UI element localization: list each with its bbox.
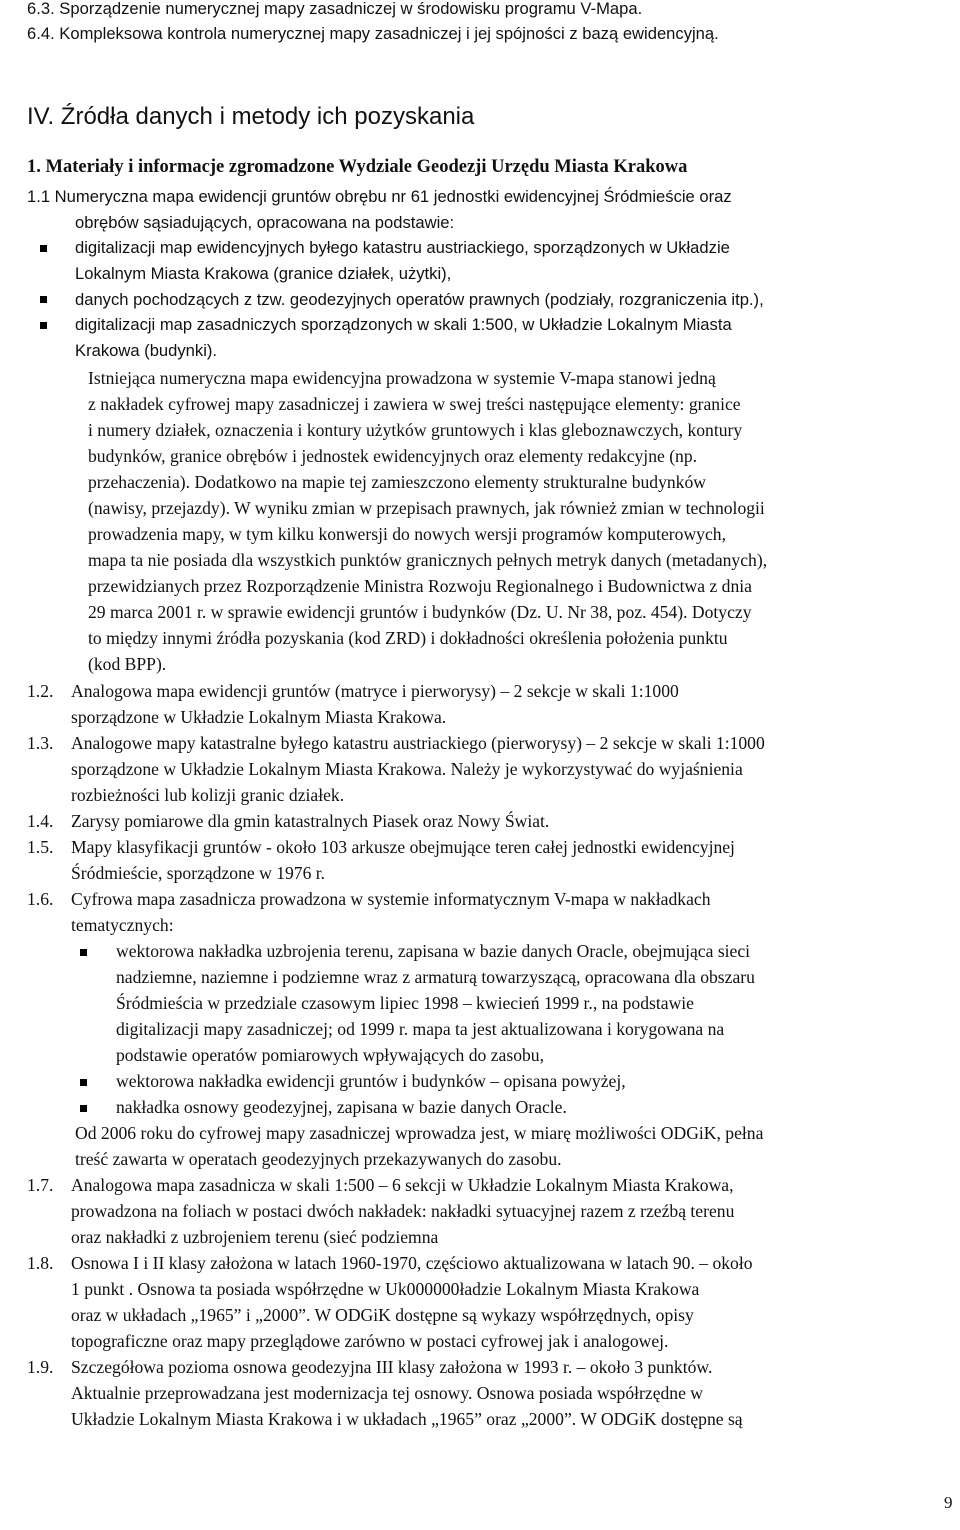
paragraph-line: 1.1 Numeryczna mapa ewidencji gruntów obrębu nr 61 jednostki ewidencyjnej Śródmieście oraz — [27, 187, 732, 206]
page-number: 9 — [944, 1493, 953, 1512]
list-item: digitalizacji mapy zasadniczej; od 1999 r. mapa ta jest aktualizowana i korygowana na — [116, 1019, 725, 1039]
list-item: wektorowa nakładka uzbrojenia terenu, zapisana w bazie danych Oracle, obejmująca sieci — [116, 941, 751, 961]
paragraph-line: topograficzne oraz mapy przeglądowe zarówno w postaci cyfrowej jak i analogowej. — [71, 1331, 669, 1351]
paragraph-line: 1 punkt . Osnowa ta posiada współrzędne w Uk000000ładzie Lokalnym Miasta Krakowa — [71, 1279, 700, 1299]
list-item: digitalizacji map zasadniczych sporządzonych w skali 1:500, w Układzie Lokalnym Miasta — [75, 315, 732, 334]
list-item: danych pochodzących z tzw. geodezyjnych operatów prawnych (podziały, rozgraniczenia itp.), — [75, 290, 764, 309]
list-item: Krakowa (budynki). — [75, 341, 218, 360]
paragraph-line: Od 2006 roku do cyfrowej mapy zasadniczej wprowadza jest, w miarę możliwości ODGiK, pełna — [75, 1123, 764, 1143]
paragraph-line: Zarysy pomiarowe dla gmin katastralnych Piasek oraz Nowy Świat. — [71, 811, 550, 831]
bullet-icon — [40, 245, 47, 252]
bullet-icon — [80, 1079, 87, 1086]
list-item: nadziemne, naziemne i podziemne wraz z armaturą towarzyszącą, opracowana dla obszaru — [116, 967, 755, 987]
list-item: Lokalnym Miasta Krakowa (granice działek, użytki), — [75, 264, 452, 283]
bullet-icon — [80, 1105, 87, 1112]
list-item: digitalizacji map ewidencyjnych byłego katastru austriackiego, sporządzonych w Układzie — [75, 238, 730, 257]
item-number: 1.2. — [27, 681, 54, 701]
bullet-icon — [40, 296, 47, 303]
list-item: Śródmieścia w przedziale czasowym lipiec 1998 – kwiecień 1999 r., na podstawie — [116, 993, 694, 1013]
paragraph-line: mapa ta nie posiada dla wszystkich punktów granicznych pełnych metryk danych (metadanych), — [88, 550, 768, 570]
paragraph-line: Osnowa I i II klasy założona w latach 1960-1970, częściowo aktualizowana w latach 90. – około — [71, 1253, 753, 1273]
paragraph-line: obrębów sąsiadujących, opracowana na podstawie: — [75, 213, 455, 232]
item-number: 1.4. — [27, 811, 54, 831]
toc-line: 6.3. Sporządzenie numerycznej mapy zasadniczej w środowisku programu V-Mapa. — [27, 0, 643, 18]
paragraph-line: (kod BPP). — [88, 654, 167, 674]
paragraph-line: Cyfrowa mapa zasadnicza prowadzona w systemie informatycznym V-mapa w nakładkach — [71, 889, 711, 909]
item-number: 1.5. — [27, 837, 54, 857]
paragraph-line: Szczegółowa pozioma osnowa geodezyjna III klasy założona w 1993 r. – około 3 punktów. — [71, 1357, 713, 1377]
list-item: podstawie operatów pomiarowych wpływających do zasobu, — [116, 1045, 544, 1065]
paragraph-line: 29 marca 2001 r. w sprawie ewidencji gruntów i budynków (Dz. U. Nr 38, poz. 454). Dotyczy — [88, 602, 752, 622]
paragraph-line: Układzie Lokalnym Miasta Krakowa i w układach „1965” oraz „2000”. W ODGiK dostępne są — [71, 1409, 743, 1429]
item-number: 1.3. — [27, 733, 54, 753]
paragraph-line: przehaczenia). Dodatkowo na mapie tej zamieszczono elementy strukturalne budynków — [88, 472, 706, 492]
paragraph-line: Aktualnie przeprowadzana jest modernizacja tej osnowy. Osnowa posiada współrzędne w — [71, 1383, 704, 1403]
paragraph-line: treść zawarta w operatach geodezyjnych przekazywanych do zasobu. — [75, 1149, 562, 1169]
item-number: 1.8. — [27, 1253, 54, 1273]
paragraph-line: z nakładek cyfrowej mapy zasadniczej i zawiera w swej treści następujące elementy: granice — [88, 394, 741, 414]
paragraph-line: (nawisy, przejazdy). W wyniku zmian w przepisach prawnych, jak również zmian w technologii — [88, 498, 765, 518]
paragraph-line: prowadzona na foliach w postaci dwóch nakładek: nakładki sytuacyjnej razem z rzeźbą terenu — [71, 1201, 735, 1221]
paragraph-line: i numery działek, oznaczenia i kontury użytków gruntowych i klas gleboznawczych, kontury — [88, 420, 743, 440]
list-item: wektorowa nakładka ewidencji gruntów i budynków – opisana powyżej, — [116, 1071, 626, 1091]
item-number: 1.7. — [27, 1175, 54, 1195]
paragraph-line: Istniejąca numeryczna mapa ewidencyjna prowadzona w systemie V-mapa stanowi jedną — [88, 368, 716, 388]
paragraph-line: przewidzianych przez Rozporządzenie Ministra Rozwoju Regionalnego i Budownictwa z dnia — [88, 576, 752, 596]
paragraph-line: rozbieżności lub kolizji granic działek. — [71, 785, 345, 805]
bullet-icon — [40, 322, 47, 329]
paragraph-line: Analogowa mapa zasadnicza w skali 1:500 – 6 sekcji w Układzie Lokalnym Miasta Krakowa, — [71, 1175, 734, 1195]
toc-line: 6.4. Kompleksowa kontrola numerycznej mapy zasadniczej i jej spójności z bazą ewidencyjną. — [27, 24, 719, 43]
paragraph-line: budynków, granice obrębów i jednostek ewidencyjnych oraz elementy redakcyjne (np. — [88, 446, 698, 466]
paragraph-line: sporządzone w Układzie Lokalnym Miasta Krakowa. Należy je wykorzystywać do wyjaśnienia — [71, 759, 743, 779]
item-number: 1.9. — [27, 1357, 54, 1377]
paragraph-line: tematycznych: — [71, 915, 174, 935]
paragraph-line: Analogowa mapa ewidencji gruntów (matryce i pierworysy) – 2 sekcje w skali 1:1000 — [71, 681, 679, 701]
paragraph-line: prowadzenia mapy, w tym kilku konwersji do nowych wersji programów komputerowych, — [88, 524, 726, 544]
paragraph-line: Analogowe mapy katastralne byłego katastru austriackiego (pierworysy) – 2 sekcje w skali 1:1000 — [71, 733, 765, 753]
paragraph-line: oraz w układach „1965” i „2000”. W ODGiK dostępne są wykazy współrzędnych, opisy — [71, 1305, 694, 1325]
paragraph-line: oraz nakładki z uzbrojeniem terenu (sieć podziemna — [71, 1227, 439, 1247]
bullet-icon — [80, 949, 87, 956]
paragraph-line: Mapy klasyfikacji gruntów - około 103 arkusze obejmujące teren całej jednostki ewidencyjnej — [71, 837, 735, 857]
section-title: IV. Źródła danych i metody ich pozyskania — [27, 103, 475, 130]
paragraph-line: to między innymi źródła pozyskania (kod ZRD) i dokładności określenia położenia punktu — [88, 628, 728, 648]
paragraph-line: Śródmieście, sporządzone w 1976 r. — [71, 863, 326, 883]
paragraph-line: sporządzone w Układzie Lokalnym Miasta Krakowa. — [71, 707, 447, 727]
subsection-title: 1. Materiały i informacje zgromadzone Wydziale Geodezji Urzędu Miasta Krakowa — [27, 157, 688, 177]
list-item: nakładka osnowy geodezyjnej, zapisana w bazie danych Oracle. — [116, 1097, 567, 1117]
item-number: 1.6. — [27, 889, 54, 909]
